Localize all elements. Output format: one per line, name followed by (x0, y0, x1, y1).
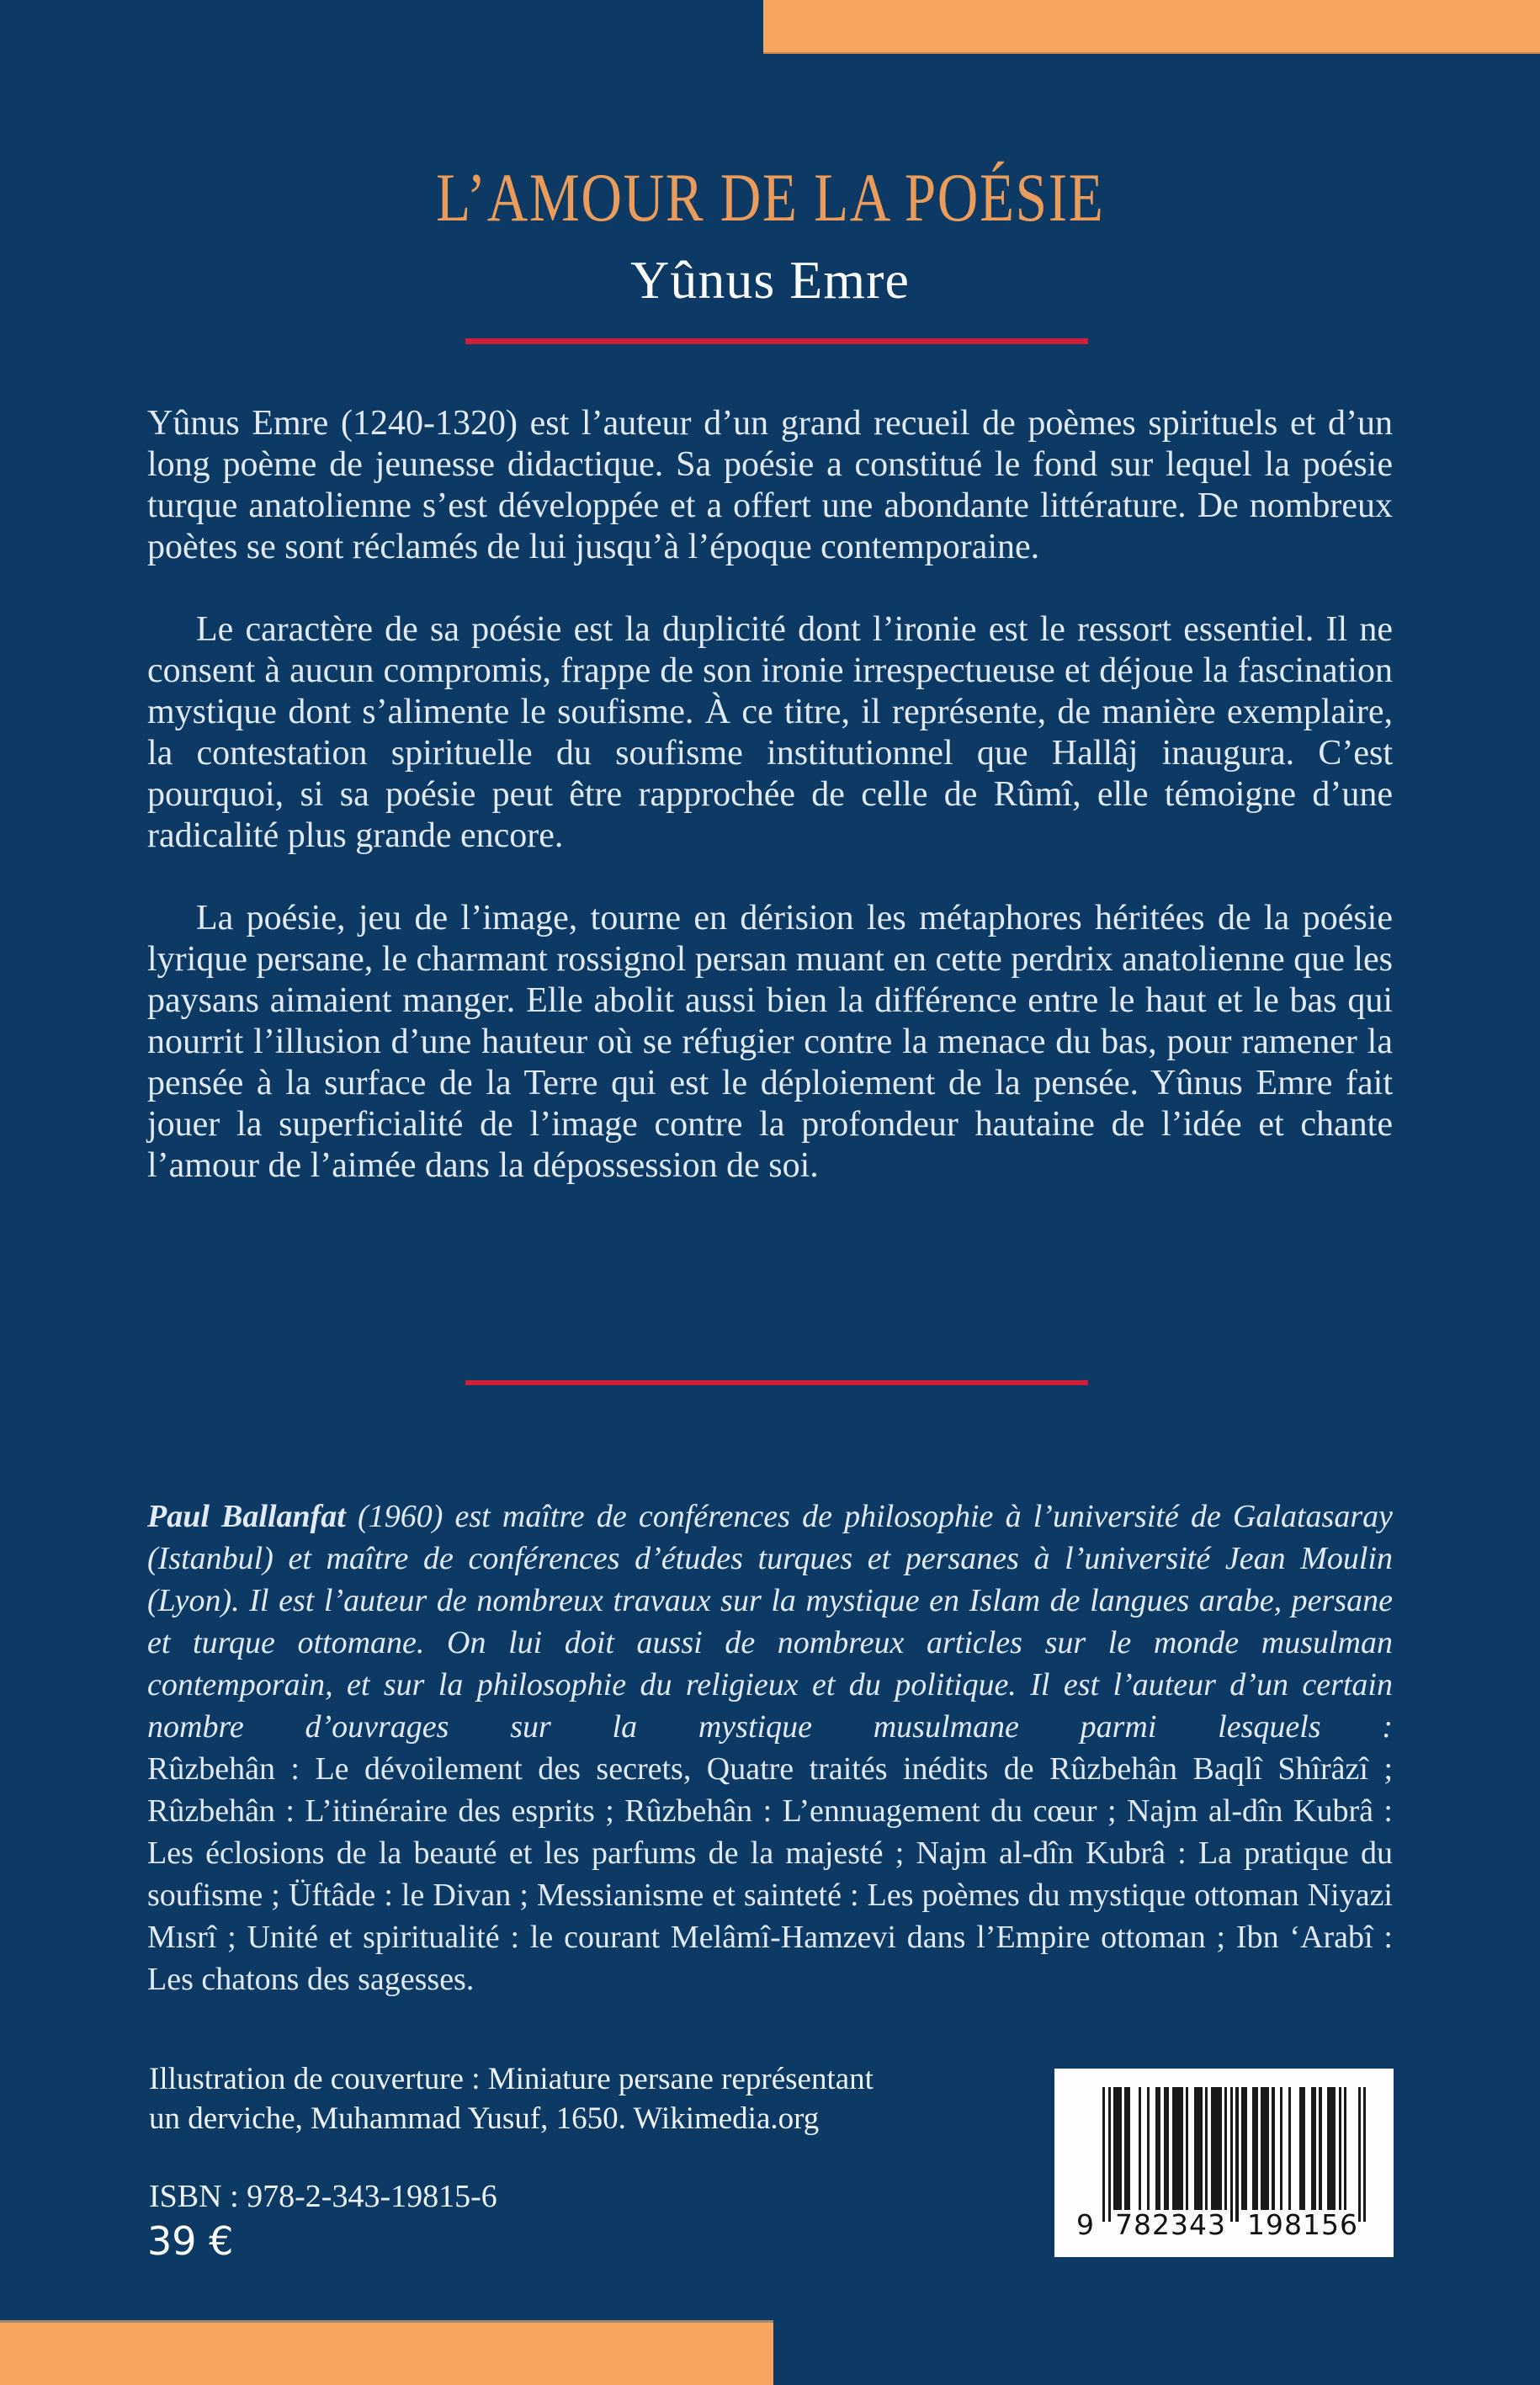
barcode-bar (1311, 2087, 1317, 2210)
barcode-digit-group-3: 198156 (1247, 2208, 1358, 2241)
barcode-bar (1241, 2087, 1247, 2210)
synopsis (147, 403, 1393, 1187)
barcode-bar (1139, 2087, 1141, 2210)
synopsis-paragraph-3: La poésie, jeu de l’image, tourne en dérision les métaphores héritées de la poésie lyrique persane, le charmant rossignol persan muant en cette perdrix anatolienne que les paysans aimaient manger. Elle abolit aussi bien la différence entre le haut et le bas qui nourrit l’illusion d’une hauteur où se réfugier contre la menace du bas, pour ramener la pensée à la surface de la Terre qui est le déploiement de la pensée. Yûnus Emre fait jouer la superficialité de l’image contre la profondeur hautaine de l’idée et chante l’amour de l’aimée dans la dépossession de soi. (147, 899, 1393, 1185)
barcode-digit-group-1: 9 (1076, 2208, 1094, 2241)
barcode-digits (1054, 2208, 1394, 2245)
barcode-bar (1319, 2087, 1321, 2210)
credit-line-2: un derviche, Muhammad Yusuf, 1650. Wikimedia.org (149, 2101, 820, 2136)
barcode-digit-group-2: 782343 (1115, 2208, 1226, 2241)
barcode-bar (1164, 2087, 1170, 2210)
price-text: 39 € (147, 2218, 234, 2264)
barcode-bar (1358, 2087, 1361, 2222)
barcode-bar (1147, 2087, 1150, 2210)
synopsis-paragraph-1: Yûnus Emre (1240-1320) est l’auteur d’un grand recueil de poèmes spirituels et d’un long poème de jeunesse didactique. Sa poésie a constitué le fond sur lequel la poésie turque anatolienne s’est développée et a offert une abondante littérature. De nombreux poètes se sont réclamés de lui jusqu’à l’époque contemporaine. (147, 404, 1393, 566)
barcode-bar (1124, 2087, 1130, 2210)
barcode-bar (1108, 2087, 1111, 2222)
barcode-bar (1252, 2087, 1258, 2210)
barcode-bar (1230, 2087, 1233, 2222)
bio-author-name: Paul Ballanfat (147, 1499, 346, 1534)
bottom-orange-band (0, 2320, 773, 2385)
barcode-bar (1280, 2087, 1282, 2210)
barcode-bar (1205, 2087, 1208, 2210)
barcode-bar (1327, 2087, 1336, 2210)
barcode-bar (1172, 2087, 1183, 2210)
bio-works-list: Rûzbehân : Le dévoilement des secrets, Quatre traités inédits de Rûzbehân Baqlî Shîrâzî ; Rûzbehân : L’itinéraire des esprits ; Rûzbehân : L’ennuagement du cœur ; Najm al-dîn Kubrâ : Les éclosions de la beauté et les parfums de la majesté ; Najm al-dîn Kubrâ : La pratique du soufisme ; Üftâde : le Divan ; Messianisme et sainteté : Les poèmes du mystique ottoman Niyazi Mısrî ; Unité et spiritualité : le courant Melâmî-Hamzevi dans l’Empire ottoman ; Ibn ‘Arabî : Les chatons des sagesses. (147, 1751, 1393, 1997)
barcode-bars (1102, 2087, 1367, 2222)
synopsis-paragraph-2: Le caractère de sa poésie est la duplicité dont l’ironie est le ressort essentiel. Il ne consent à aucun compromis, frappe de son ironie irrespectueuse et déjoue la fascination mystique dont s’alimente le soufisme. À ce titre, il représente, de manière exemplaire, la contestation spirituelle du soufisme institutionnel que Hallâj inaugura. C’est pourquoi, si sa poésie peut être rapprochée de celle de Rûmî, elle témoigne d’une radicalité plus grande encore. (147, 610, 1393, 855)
barcode (1054, 2069, 1394, 2257)
barcode-bar (1344, 2087, 1346, 2210)
barcode-bar (1299, 2087, 1305, 2210)
book-author: Yûnus Emre (630, 250, 910, 310)
isbn-text: ISBN : 978-2-343-19815-6 (149, 2179, 497, 2214)
credit-line-1: Illustration de couverture : Miniature persane représentant (149, 2062, 874, 2096)
barcode-bar (1363, 2087, 1366, 2222)
barcode-bar (1194, 2087, 1203, 2210)
barcode-bar (1272, 2087, 1274, 2210)
barcode-bar (1186, 2087, 1188, 2210)
barcode-bar (1235, 2087, 1238, 2222)
red-divider-bottom (465, 1380, 1088, 1385)
barcode-bar (1113, 2087, 1122, 2210)
top-orange-band (763, 0, 1540, 54)
bio-text: (1960) est maître de conférences de philosophie à l’université de Galatasaray (Istanbul) et maître de conférences d’études turques et persanes à l’université Jean Moulin (Lyon). Il est l’auteur de nombreux travaux sur la mystique en Islam de langues arabe, persane et turque ottomane. On lui doit aussi de nombreux articles sur le monde musulman contemporain, et sur la philosophie du religieux et du politique. Il est l’auteur d’un certain nombre d’ouvrages sur la mystique musulmane parmi lesquels : (147, 1499, 1393, 1745)
barcode-bar (1211, 2087, 1222, 2210)
red-divider-top (465, 338, 1088, 344)
barcode-bar (1155, 2087, 1161, 2210)
barcode-bar (1224, 2087, 1227, 2210)
barcode-bar (1288, 2087, 1291, 2210)
bio-paragraph (147, 1495, 1393, 1748)
book-title (0, 158, 1540, 237)
cover-illustration-credit (149, 2059, 1075, 2138)
barcode-bar (1339, 2087, 1341, 2210)
author-bio (147, 1495, 1393, 2000)
book-title-text: L’AMOUR DE LA POÉSIE (435, 159, 1105, 236)
barcode-bar (1102, 2087, 1105, 2222)
barcode-bar (1261, 2087, 1269, 2210)
